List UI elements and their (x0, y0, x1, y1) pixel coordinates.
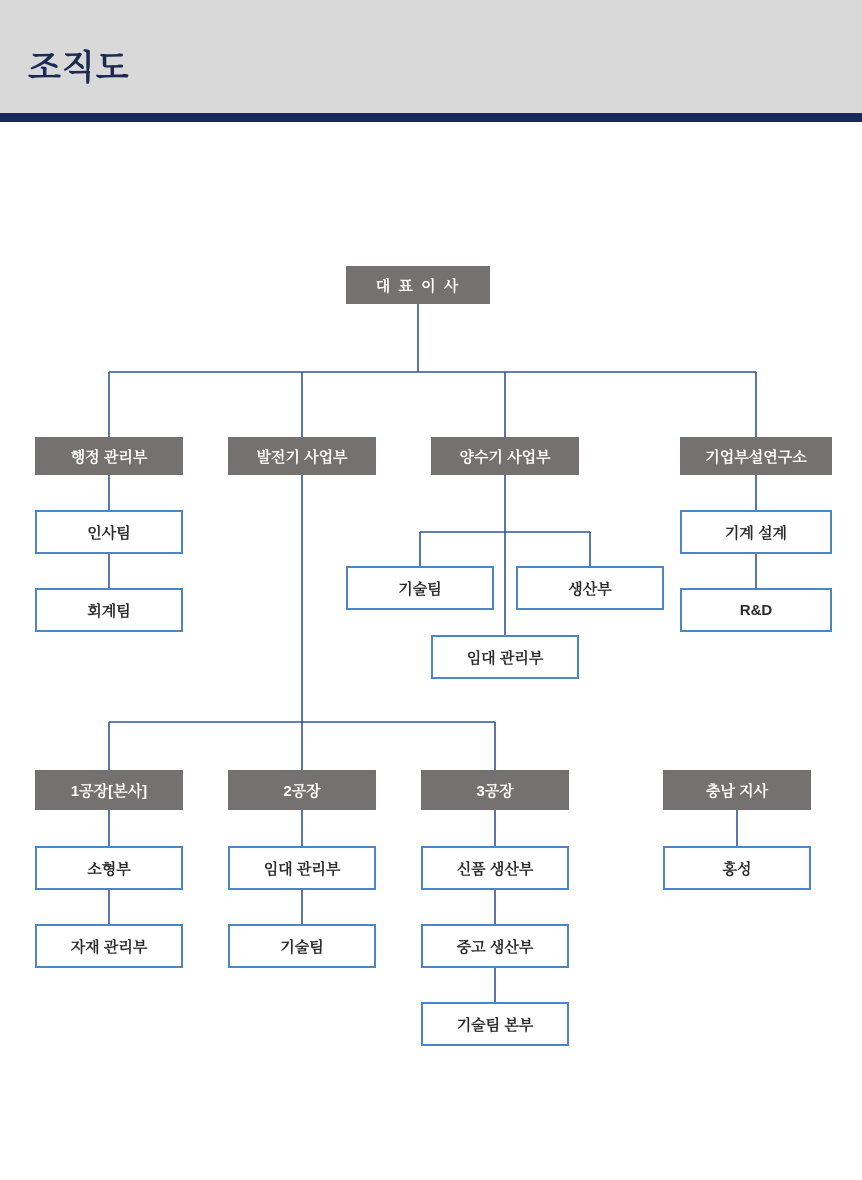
org-node-small-unit-dept[interactable]: 소형부 (35, 846, 183, 890)
org-chart (0, 122, 862, 1180)
org-node-plant-3[interactable]: 3공장 (421, 770, 569, 810)
org-node-rental-management-pump[interactable]: 임대 관리부 (431, 635, 579, 679)
org-node-plant-2[interactable]: 2공장 (228, 770, 376, 810)
org-node-tech-team-hq[interactable]: 기술팀 본부 (421, 1002, 569, 1046)
header-divider (0, 113, 862, 122)
org-node-chungnam-branch[interactable]: 충남 지사 (663, 770, 811, 810)
org-node-plant-1[interactable]: 1공장[본사] (35, 770, 183, 810)
org-node-ceo[interactable]: 대 표 이 사 (346, 266, 490, 304)
org-node-generator-division[interactable]: 발전기 사업부 (228, 437, 376, 475)
org-node-production-dept-pump[interactable]: 생산부 (516, 566, 664, 610)
org-node-new-product-production[interactable]: 신품 생산부 (421, 846, 569, 890)
org-node-tech-team-pump[interactable]: 기술팀 (346, 566, 494, 610)
org-node-accounting-team[interactable]: 회계팀 (35, 588, 183, 632)
org-node-pump-division[interactable]: 양수기 사업부 (431, 437, 579, 475)
org-node-admin-dept[interactable]: 행정 관리부 (35, 437, 183, 475)
org-node-used-product-production[interactable]: 중고 생산부 (421, 924, 569, 968)
page-title: 조직도 (28, 49, 130, 87)
org-node-hr-team[interactable]: 인사팀 (35, 510, 183, 554)
org-node-mechanical-design[interactable]: 기계 설계 (680, 510, 832, 554)
org-node-material-management-dept[interactable]: 자재 관리부 (35, 924, 183, 968)
org-node-research-institute[interactable]: 기업부설연구소 (680, 437, 832, 475)
org-node-hongseong[interactable]: 홍성 (663, 846, 811, 890)
org-node-rental-management-plant2[interactable]: 임대 관리부 (228, 846, 376, 890)
org-node-tech-team-plant2[interactable]: 기술팀 (228, 924, 376, 968)
org-node-rnd[interactable]: R&D (680, 588, 832, 632)
